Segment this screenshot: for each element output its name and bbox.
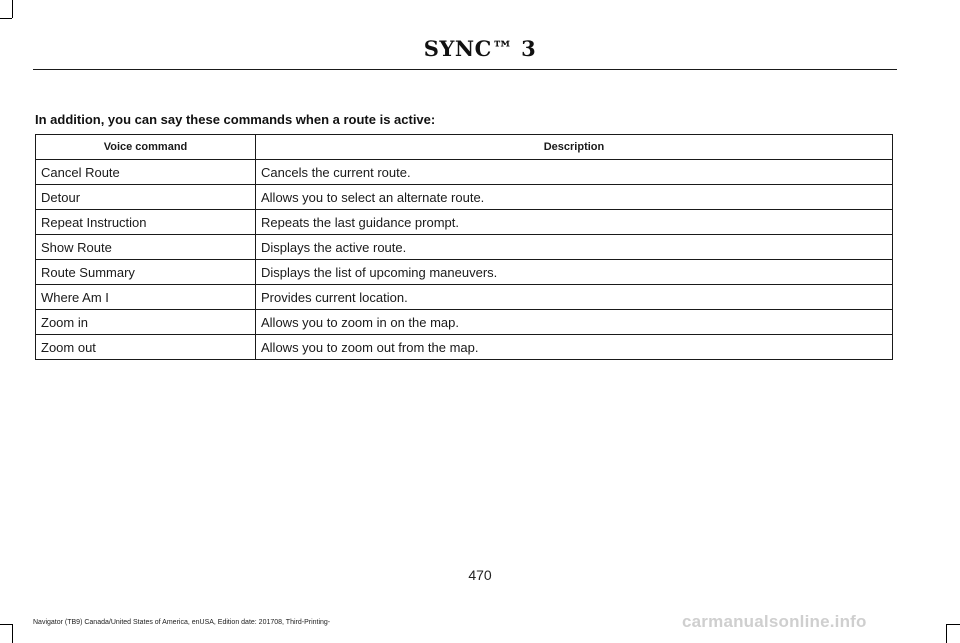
table-row — [36, 210, 893, 235]
table-row — [36, 235, 893, 260]
description-cell: Displays the list of upcoming maneuvers. — [256, 260, 893, 285]
intro-text: In addition, you can say these commands when a route is active: — [35, 112, 436, 127]
edition-footer: Navigator (TB9) Canada/United States of America, enUSA, Edition date: 201708, Third-Printing- — [33, 619, 331, 626]
voice-command-cell: Route Summary — [36, 260, 256, 285]
watermark: carmanualsonline.info — [682, 612, 867, 631]
voice-command-cell: Show Route — [36, 235, 256, 260]
crop-mark — [946, 624, 947, 643]
crop-mark — [0, 18, 12, 19]
crop-mark — [947, 624, 960, 625]
description-cell: Repeats the last guidance prompt. — [256, 210, 893, 235]
description-cell: Cancels the current route. — [256, 160, 893, 185]
table-row — [36, 260, 893, 285]
description-cell: Displays the active route. — [256, 235, 893, 260]
table-row — [36, 185, 893, 210]
page-number: 470 — [468, 567, 492, 583]
table-header-row — [36, 135, 893, 160]
table-row — [36, 160, 893, 185]
column-header-voice-command: Voice command — [36, 135, 256, 160]
voice-command-cell: Zoom out — [36, 335, 256, 360]
description-cell: Provides current location. — [256, 285, 893, 310]
table-row — [36, 310, 893, 335]
crop-mark — [12, 624, 13, 643]
voice-commands-table — [35, 134, 893, 360]
crop-mark — [12, 0, 13, 18]
voice-command-cell: Repeat Instruction — [36, 210, 256, 235]
table-row — [36, 335, 893, 360]
voice-command-cell: Detour — [36, 185, 256, 210]
page-header-title: SYNC™ 3 — [423, 36, 537, 61]
voice-command-cell: Zoom in — [36, 310, 256, 335]
crop-mark — [0, 624, 12, 625]
voice-command-cell: Where Am I — [36, 285, 256, 310]
voice-command-cell: Cancel Route — [36, 160, 256, 185]
table-row — [36, 285, 893, 310]
description-cell: Allows you to select an alternate route. — [256, 185, 893, 210]
description-cell: Allows you to zoom out from the map. — [256, 335, 893, 360]
description-cell: Allows you to zoom in on the map. — [256, 310, 893, 335]
header-divider — [33, 69, 897, 70]
column-header-description: Description — [256, 135, 893, 160]
